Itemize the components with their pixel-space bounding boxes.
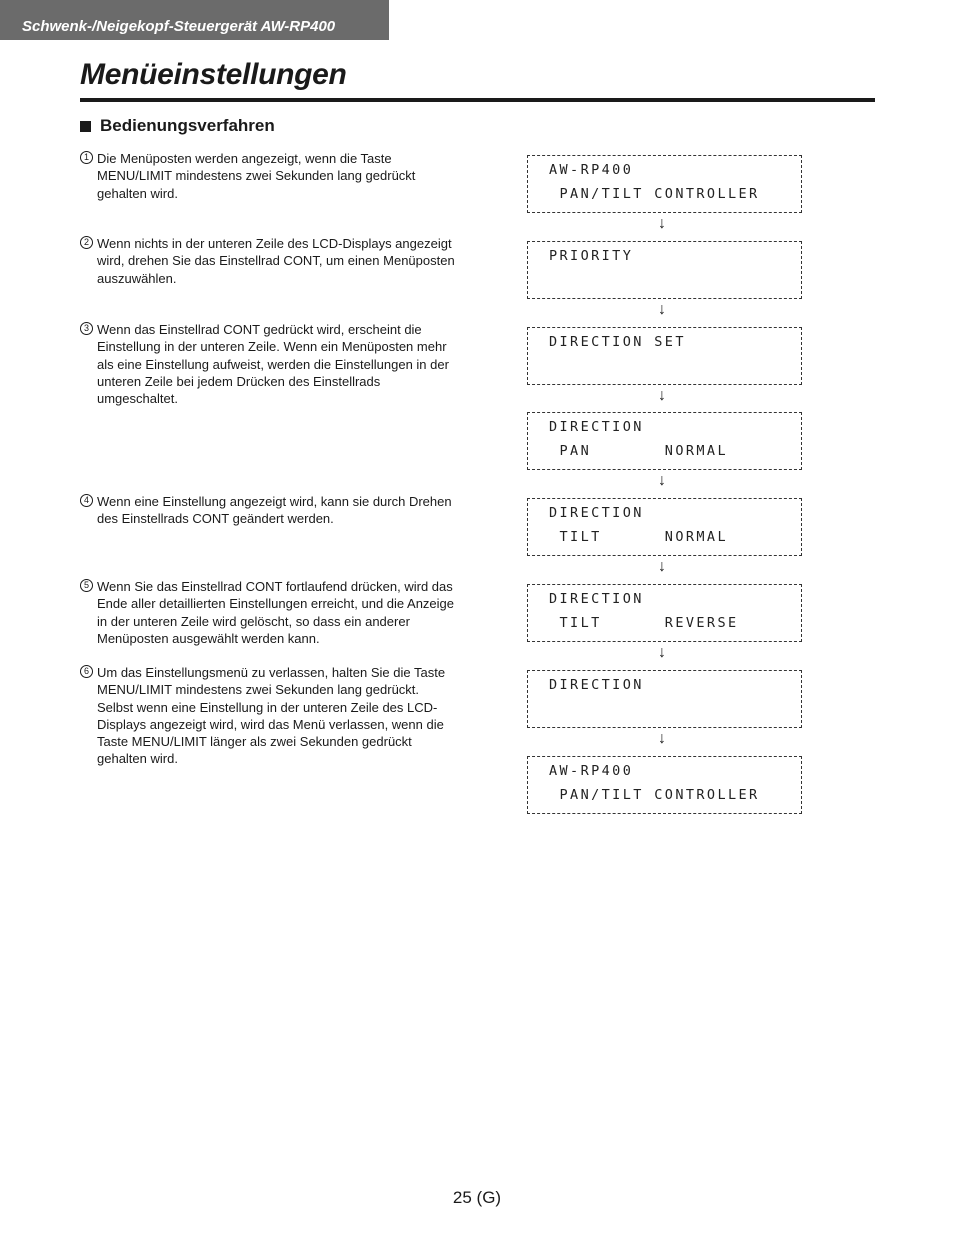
arrow-down-icon: ↓ — [658, 644, 666, 661]
lcd-screen-4 — [527, 412, 802, 470]
lcd-screen-6 — [527, 584, 802, 642]
lcd-line-upper: AW-RP400 — [549, 763, 634, 779]
arrow-down-icon: ↓ — [658, 301, 666, 318]
lcd-line-lower: TILT NORMAL — [549, 529, 728, 545]
section-heading-text: Bedienungsverfahren — [100, 116, 275, 135]
step-2 — [80, 235, 462, 287]
step-3 — [80, 321, 462, 407]
lcd-screen-2 — [527, 241, 802, 299]
header-tab — [0, 0, 389, 40]
lcd-screen-1 — [527, 155, 802, 213]
filled-square-icon — [80, 121, 91, 132]
lcd-line-lower: PAN/TILT CONTROLLER — [549, 186, 760, 202]
lcd-line-upper: DIRECTION SET — [549, 334, 686, 350]
step-6-text-1: Um das Einstellungsmenü zu verlassen, halten Sie die Taste MENU/LIMIT mindestens zwei Sekunden lang gedrückt. — [97, 665, 446, 698]
lcd-line-upper: DIRECTION — [549, 677, 644, 693]
title-rule — [80, 98, 875, 102]
lcd-screen-7 — [527, 670, 802, 728]
lcd-line-upper: DIRECTION — [549, 419, 644, 435]
lcd-line-lower: TILT REVERSE — [549, 615, 739, 631]
step-4-text: Wenn eine Einstellung angezeigt wird, kann sie durch Drehen des Einstellrads CONT geändert werden. — [97, 494, 452, 527]
header-tab-label: Schwenk-/Neigekopf-Steuergerät AW-RP400 — [22, 18, 336, 35]
lcd-line-lower: PAN/TILT CONTROLLER — [549, 787, 760, 803]
page-title: Menüeinstellungen — [80, 58, 347, 91]
lcd-line-upper: DIRECTION — [549, 505, 644, 521]
step-number-3: 3 — [80, 322, 93, 335]
step-3-text: Wenn das Einstellrad CONT gedrückt wird, erscheint die Einstellung in der unteren Zeile. Wenn ein Menüposten mehr als eine Einstellung aufweist, werden die Einstellungen in der unteren Zeile bei jedem Drücken des Einstellrads umgeschaltet. — [97, 322, 449, 407]
step-number-1: 1 — [80, 151, 93, 164]
arrow-down-icon: ↓ — [658, 730, 666, 747]
arrow-down-icon: ↓ — [658, 215, 666, 232]
step-1 — [80, 150, 462, 202]
lcd-line-upper: AW-RP400 — [549, 162, 634, 178]
step-2-text: Wenn nichts in der unteren Zeile des LCD-Displays angezeigt wird, drehen Sie das Einstellrad CONT, um einen Menüposten auszuwählen. — [97, 236, 455, 286]
arrow-down-icon: ↓ — [658, 472, 666, 489]
step-6-text-2: Selbst wenn eine Einstellung in der unteren Zeile des LCD-Displays angezeigt wird, wird das Menü verlassen, wenn die Taste MENU/LIMIT länger als zwei Sekunden gedrückt gehalten wird. — [97, 699, 444, 767]
lcd-screen-3 — [527, 327, 802, 385]
step-5 — [80, 578, 462, 647]
step-6 — [80, 664, 462, 768]
lcd-line-lower: PAN NORMAL — [549, 443, 728, 459]
step-number-2: 2 — [80, 236, 93, 249]
lcd-screen-5 — [527, 498, 802, 556]
page-number: 25 (G) — [452, 1188, 502, 1207]
arrow-down-icon: ↓ — [658, 387, 666, 404]
step-4 — [80, 493, 462, 528]
lcd-screen-8 — [527, 756, 802, 814]
step-1-text: Die Menüposten werden angezeigt, wenn die Taste MENU/LIMIT mindestens zwei Sekunden lang gedrückt gehalten wird. — [97, 151, 416, 201]
arrow-down-icon: ↓ — [658, 558, 666, 575]
lcd-line-upper: PRIORITY — [549, 248, 634, 264]
section-heading — [80, 116, 275, 136]
step-number-6: 6 — [80, 665, 93, 678]
step-5-text: Wenn Sie das Einstellrad CONT fortlaufend drücken, wird das Ende aller detaillierten Einstellungen erreicht, und die Anzeige in der unteren Zeile wird gelöscht, so dass ein anderer Menüposten ausgewählt werden kann. — [97, 579, 455, 646]
step-number-5: 5 — [80, 579, 93, 592]
step-number-4: 4 — [80, 494, 93, 507]
lcd-line-upper: DIRECTION — [549, 591, 644, 607]
